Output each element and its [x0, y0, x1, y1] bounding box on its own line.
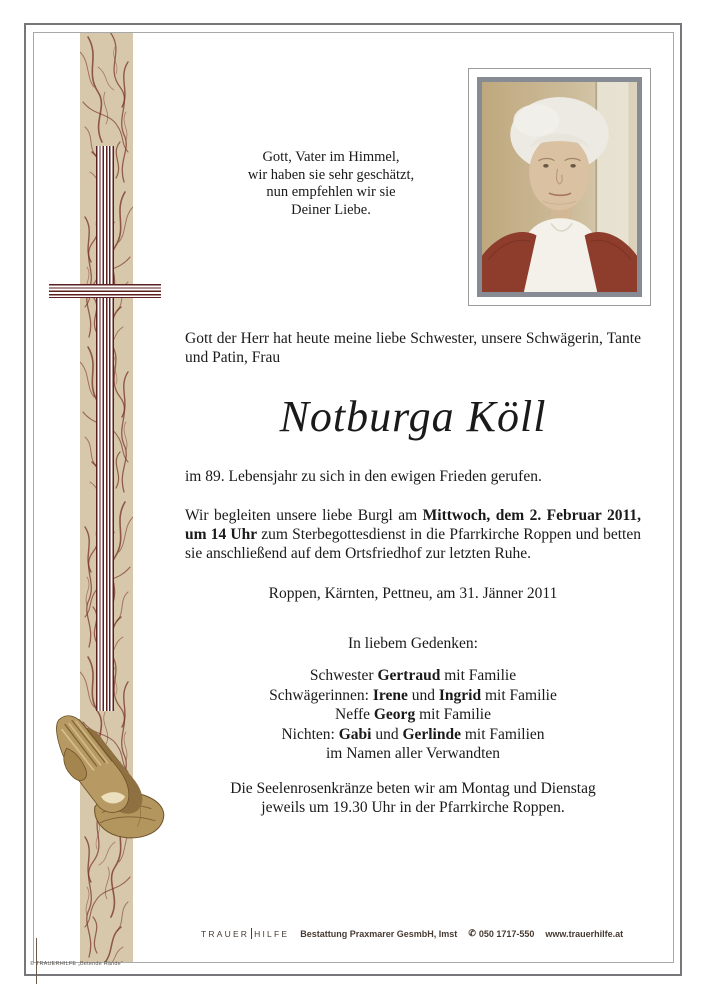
logo-text-second: HILFE	[254, 928, 290, 939]
phone-number: 050 1717-550	[478, 928, 535, 939]
deceased-name: Notburga Köll	[279, 392, 547, 441]
announcement-intro: Gott der Herr hat heute meine liebe Schwester, unsere Schwägerin, Tante und Patin, Frau	[185, 330, 641, 366]
phone-icon: ✆	[468, 928, 476, 938]
cross-decoration-horizontal	[49, 284, 161, 298]
funeral-home-footer	[201, 928, 623, 939]
portrait-photo-frame	[468, 68, 651, 306]
copyright-note: © TRAUERHILFE „Betende Hände“	[30, 961, 123, 967]
cross-decoration-vertical	[96, 146, 114, 711]
trauerhilfe-logo	[201, 928, 289, 939]
logo-text-first: TRAUER	[201, 928, 250, 939]
company-name: Bestattung Praxmarer GesmbH, Imst	[300, 928, 458, 939]
age-line: im 89. Lebensjahr zu sich in den ewigen Frieden gerufen.	[185, 468, 542, 485]
logo-divider	[251, 928, 252, 939]
prayer-verse: Gott, Vater im Himmel, wir haben sie sehr geschätzt, nun empfehlen wir sie Deiner Liebe.	[247, 149, 415, 218]
place-date-line: Roppen, Kärnten, Pettneu, am 31. Jänner 2011	[268, 585, 558, 602]
portrait-photo	[477, 77, 642, 297]
funeral-details: Wir begleiten unsere liebe Burgl am Mittwoch, dem 2. Februar 2011, um 14 Uhr zum Sterbegottesdienst in die Pfarrkirche Roppen und betten sie anschließend auf dem Ortsfriedhof zur letzten Ruhe.	[185, 507, 641, 562]
praying-hands-icon	[44, 708, 176, 844]
phone-group	[468, 928, 534, 939]
memorial-heading: In liebem Gedenken:	[348, 635, 478, 652]
rosary-notice: Die Seelenrosenkränze beten wir am Montag und Dienstag jeweils um 19.30 Uhr in der Pfarrkirche Roppen.	[230, 780, 596, 816]
website-link[interactable]: www.trauerhilfe.at	[545, 928, 624, 939]
mourners-list: Schwester Gertraud mit Familie Schwägerinnen: Irene und Ingrid mit Familie Neffe Georg mit Familie Nichten: Gabi und Gerlinde mit Familien im Namen aller Verwandten	[269, 667, 557, 762]
